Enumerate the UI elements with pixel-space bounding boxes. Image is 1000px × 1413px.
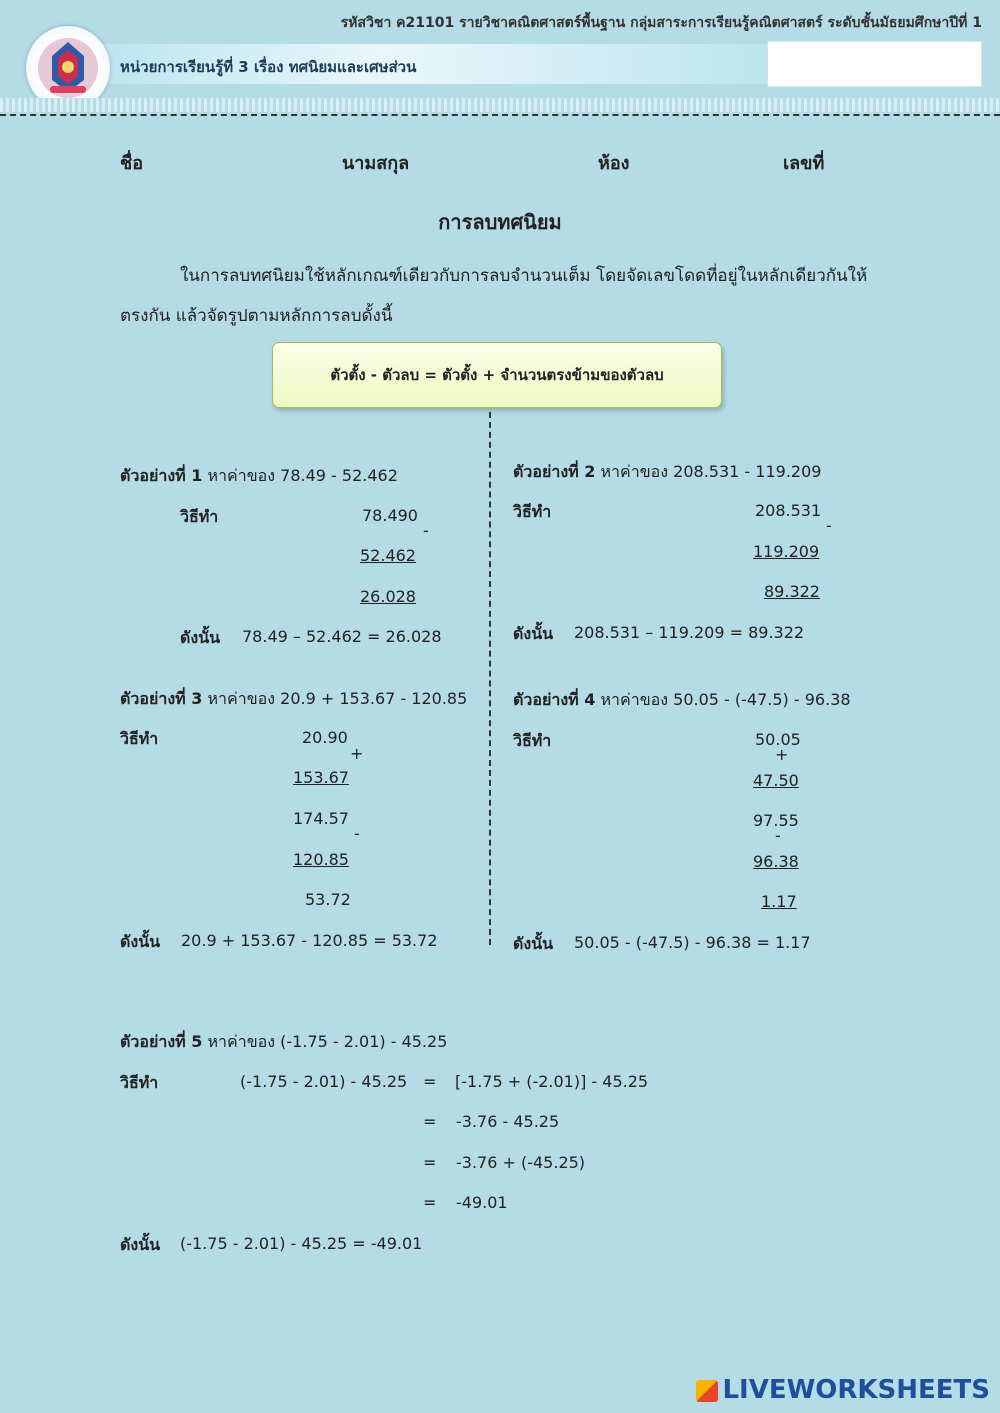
number-label: เลขที่: [783, 153, 825, 174]
ex1-number-1: 78.490: [362, 506, 418, 525]
name-label: ชื่อ: [120, 153, 144, 174]
ex1-question: หาค่าของ 78.49 - 52.462: [207, 466, 398, 485]
ex3-heading: [120, 687, 467, 712]
ex2-result: 89.322: [764, 582, 820, 601]
ex3-question: หาค่าของ 20.9 + 153.67 - 120.85: [207, 689, 468, 708]
ex5-equals-4: =: [423, 1193, 437, 1212]
ex5-step-3: -3.76 + (-45.25): [456, 1153, 586, 1172]
course-info: รหัสวิชา ค21101 รายวิชาคณิตศาสตร์พื้นฐาน กลุ่มสาระการเรียนรู้คณิตศาสตร์ ระดับชั้นมัธยมศึกษาปีที่ 1: [340, 15, 982, 31]
ex2-method: วิธีทำ: [513, 502, 552, 521]
ex4-therefore: ดังนั้น: [513, 934, 554, 953]
column-divider: [489, 412, 491, 945]
ex2-label: ตัวอย่างที่ 2: [513, 462, 596, 481]
ex3-therefore: ดังนั้น: [120, 932, 161, 951]
ex5-equals-2: =: [423, 1112, 437, 1131]
decorative-stripe: [0, 98, 1000, 112]
answer-input-box[interactable]: [767, 41, 982, 87]
ex4-number-1: 50.05: [755, 730, 801, 749]
ex1-result: 26.028: [360, 587, 416, 606]
room-label: ห้อง: [598, 153, 630, 174]
ex5-label: ตัวอย่างที่ 5: [120, 1032, 203, 1051]
ex5-heading: [120, 1030, 447, 1055]
ex4-operator-2: -: [775, 826, 781, 845]
ex5-step-1: [-1.75 + (-2.01)] - 45.25: [455, 1072, 649, 1091]
ex3-result: 53.72: [305, 890, 351, 909]
ex2-question: หาค่าของ 208.531 - 119.209: [600, 462, 822, 481]
ex4-result: 1.17: [761, 892, 797, 911]
ex5-method: วิธีทำ: [120, 1073, 159, 1092]
ex4-question: หาค่าของ 50.05 - (-47.5) - 96.38: [600, 690, 851, 709]
ex1-heading: [120, 464, 398, 489]
liveworksheets-icon: [696, 1380, 718, 1402]
ex2-conclusion: 208.531 – 119.209 = 89.322: [574, 623, 805, 642]
ex5-conclusion: (-1.75 - 2.01) - 45.25 = -49.01: [180, 1234, 423, 1253]
ex1-label: ตัวอย่างที่ 1: [120, 466, 203, 485]
ex4-conclusion: 50.05 - (-47.5) - 96.38 = 1.17: [574, 933, 811, 952]
unit-title: หน่วยการเรียนรู้ที่ 3 เรื่อง ทศนิยมและเศษส่วน: [120, 58, 417, 76]
ex4-number-4: 96.38: [753, 852, 799, 871]
ex3-number-3: 174.57: [293, 809, 349, 828]
subtraction-rule-box: [272, 342, 722, 408]
ex5-equals-3: =: [423, 1153, 437, 1172]
ex1-method: วิธีทำ: [180, 507, 219, 526]
page-title: การลบทศนิยม: [438, 210, 562, 234]
ex5-therefore: ดังนั้น: [120, 1235, 161, 1254]
ex2-therefore: ดังนั้น: [513, 624, 554, 643]
ex1-conclusion: 78.49 – 52.462 = 26.028: [242, 627, 442, 646]
ex3-operator-1: +: [350, 744, 364, 763]
ex5-equals-1: =: [423, 1072, 437, 1091]
surname-label: นามสกุล: [342, 153, 410, 174]
ex3-number-2: 153.67: [293, 768, 349, 787]
brand-text: LIVEWORKSHEETS: [722, 1375, 990, 1405]
ex4-operator-1: +: [775, 745, 789, 764]
ex5-step-2: -3.76 - 45.25: [456, 1112, 560, 1131]
ex3-number-4: 120.85: [293, 850, 349, 869]
ex2-operator-1: -: [826, 516, 832, 535]
ex4-number-2: 47.50: [753, 771, 799, 790]
ex2-number-1: 208.531: [755, 501, 822, 520]
ex4-number-3: 97.55: [753, 811, 799, 830]
liveworksheets-logo: [696, 1375, 990, 1405]
intro-line-2: ตรงกัน แล้วจัดรูปตามหลักการลบดั้งนี้: [120, 306, 393, 326]
ex4-method: วิธีทำ: [513, 731, 552, 750]
ex3-operator-2: -: [354, 824, 360, 843]
ex3-label: ตัวอย่างที่ 3: [120, 689, 203, 708]
ex5-question: หาค่าของ (-1.75 - 2.01) - 45.25: [207, 1032, 448, 1051]
ex5-step-4: -49.01: [456, 1193, 508, 1212]
ex4-heading: [513, 688, 851, 713]
ex3-conclusion: 20.9 + 153.67 - 120.85 = 53.72: [181, 931, 438, 950]
ex5-lhs: (-1.75 - 2.01) - 45.25: [240, 1072, 408, 1091]
subtraction-rule: ตัวตั้ง - ตัวลบ = ตัวตั้ง + จำนวนตรงข้ามของตัวลบ: [330, 366, 664, 384]
ex1-operator-1: -: [423, 521, 429, 540]
ex3-method: วิธีทำ: [120, 729, 159, 748]
ex3-number-1: 20.90: [302, 728, 348, 747]
intro-line-1: ในการลบทศนิยมใช้หลักเกณฑ์เดียวกับการลบจำนวนเต็ม โดยจัดเลขโดดที่อยู่ในหลักเดียวกันให้: [180, 266, 868, 286]
ex4-label: ตัวอย่างที่ 4: [513, 690, 596, 709]
unit-banner: [70, 44, 770, 84]
ex2-number-2: 119.209: [753, 542, 820, 561]
ex1-therefore: ดังนั้น: [180, 628, 221, 647]
ex2-heading: [513, 460, 821, 485]
header-divider: [0, 114, 1000, 116]
ex1-number-2: 52.462: [360, 546, 416, 565]
